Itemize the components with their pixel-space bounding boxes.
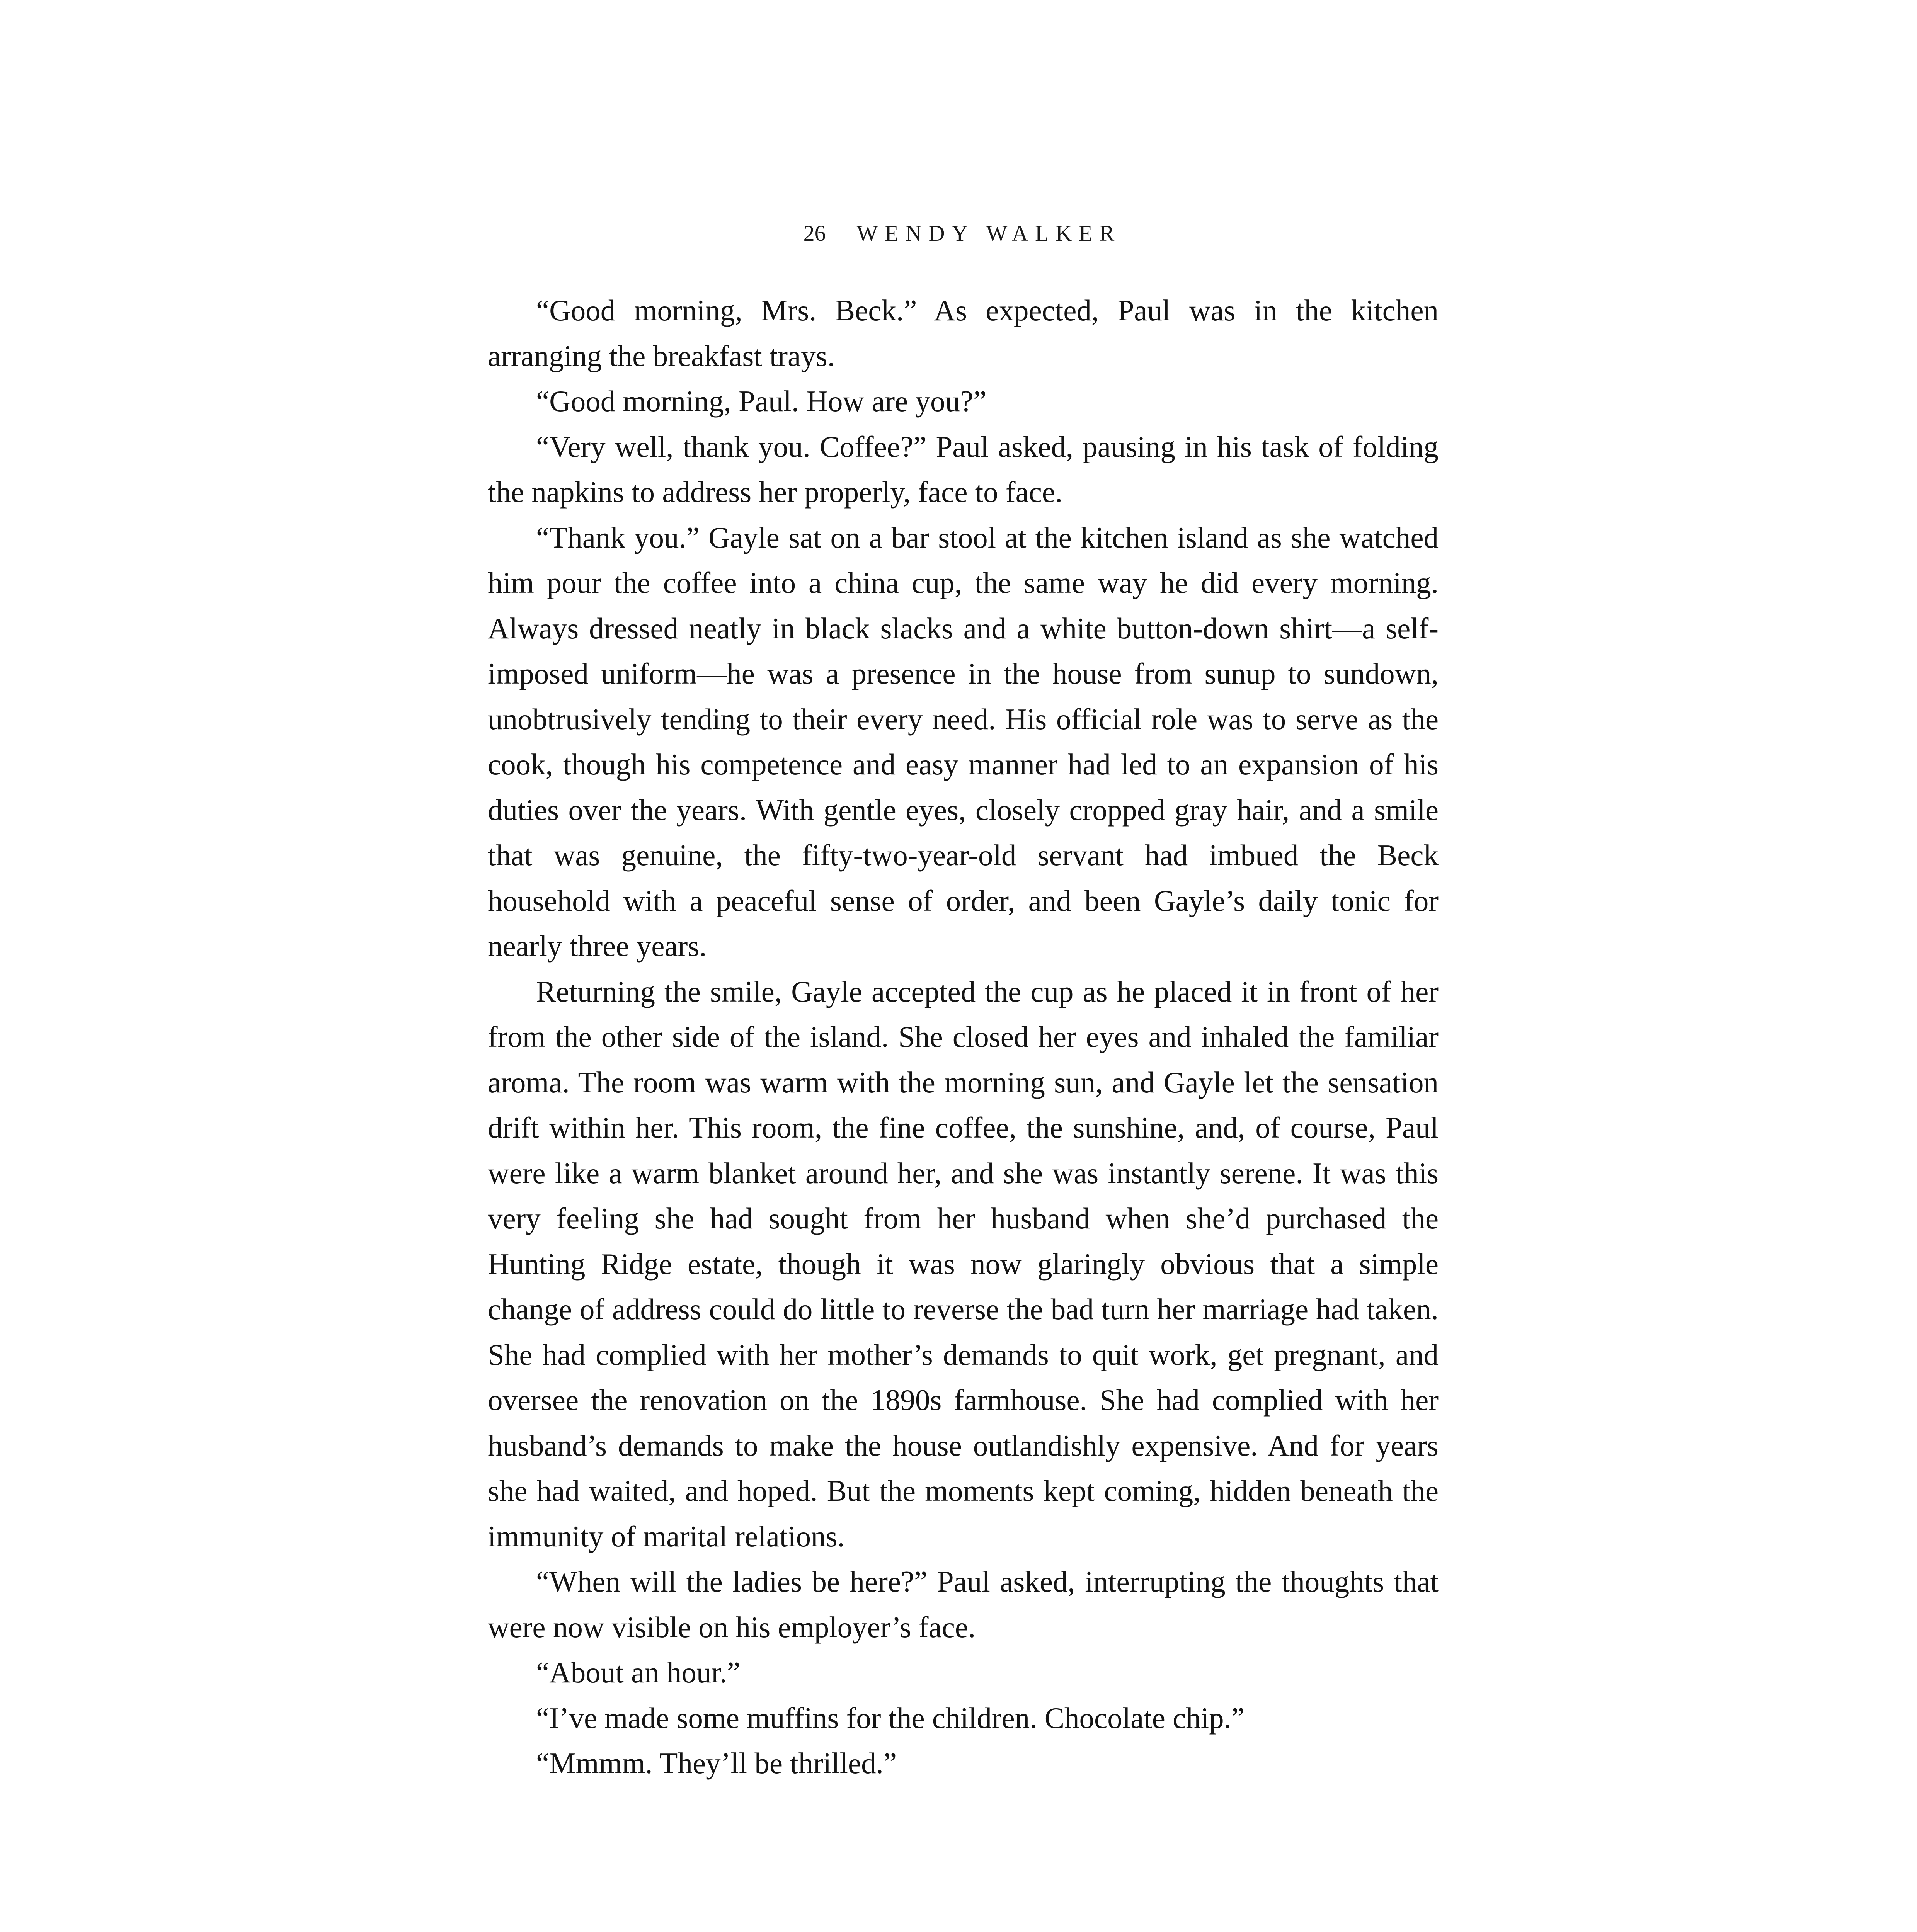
paragraph: “Good morning, Mrs. Beck.” As expected, Paul was in the kitchen arranging the breakfast trays.	[488, 294, 1439, 372]
body-text	[488, 288, 1439, 1786]
paragraph: Returning the smile, Gayle accepted the cup as he placed it in front of her from the other side of the island. She closed her eyes and inhaled the familiar aroma. The room was warm with the morning sun, and Gayle let the sensation drift within her. This room, the fine coffee, the sunshine, and, of course, Paul were like a warm blanket around her, and she was instantly serene. It was this very feeling she had sought from her husband when she’d purchased the Hunting Ridge estate, though it was now glaringly obvious that a simple change of address could do little to reverse the bad turn her marriage had taken. She had complied with her mother’s demands to quit work, get pregnant, and oversee the renovation on the 1890s farmhouse. She had complied with her husband’s demands to make the house outlandishly expensive. And for years she had waited, and hoped. But the moments kept coming, hidden beneath the immunity of marital relations.	[488, 975, 1439, 1553]
paragraph: “Thank you.” Gayle sat on a bar stool at the kitchen island as she watched him pour the coffee into a china cup, the same way he did every morning. Always dressed neatly in black slacks and a white button-down shirt—a self-imposed uniform—he was a presence in the house from sunup to sundown, unobtrusively tending to their every need. His official role was to serve as the cook, though his competence and easy manner had led to an expansion of his duties over the years. With gentle eyes, closely cropped gray hair, and a smile that was genuine, the fifty-two-year-old servant had imbued the Beck household with a peaceful sense of order, and been Gayle’s daily tonic for nearly three years.	[488, 520, 1439, 963]
paragraph: “Mmmm. They’ll be thrilled.”	[536, 1747, 897, 1780]
paragraph: “Good morning, Paul. How are you?”	[536, 384, 987, 418]
paragraph: “About an hour.”	[536, 1656, 741, 1689]
running-head-author: WENDY WALKER	[856, 221, 1122, 246]
page-number: 26	[803, 221, 826, 246]
paragraph: “Very well, thank you. Coffee?” Paul asked, pausing in his task of folding the napkins to address her properly, face to face.	[488, 430, 1439, 509]
paragraph: “When will the ladies be here?” Paul asked, interrupting the thoughts that were now visible on his employer’s face.	[488, 1565, 1439, 1644]
paragraph: “I’ve made some muffins for the children. Chocolate chip.”	[536, 1701, 1245, 1735]
running-head	[487, 220, 1438, 246]
